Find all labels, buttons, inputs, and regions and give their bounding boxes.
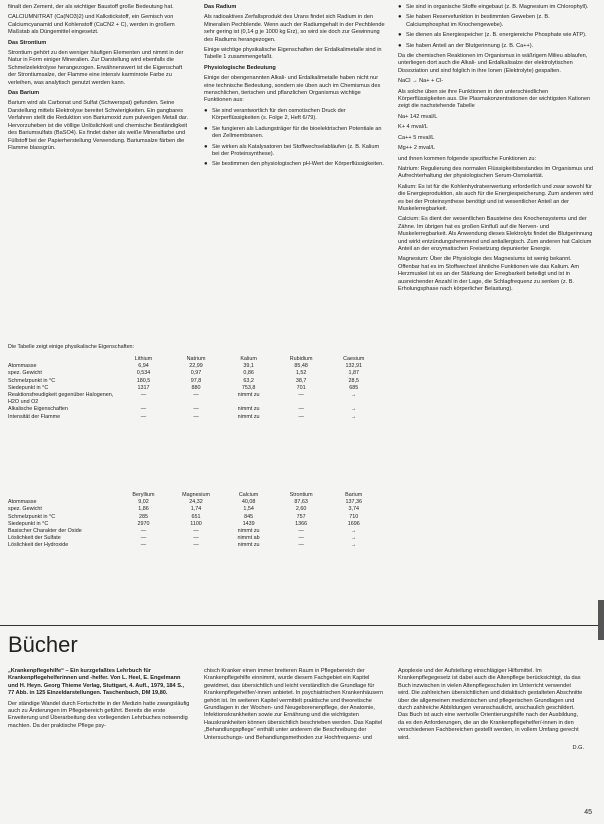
table-cell: 2970 [137, 520, 150, 527]
bullet-item: ● Sie haben Anteil an der Blutgerinnung (z. B. Ca++). [398, 43, 594, 50]
book-review-paragraph: „Krankenpflegehilfe“ – Ein kurzgefaßtes Lehrbuch für Krankenpflegehelferinnen und -helfer. Von L. Heel, E. Engelmann und H. Heyn. Georg Thieme Verlag, Stuttgart, 4. Aufl., 1979, 184 S., 77 Abb. in 125 Einzeldarstellungen. Taschenbuch, DM 19,80. [8, 668, 185, 697]
table-cell: Schmelzpunkt in °C [8, 513, 56, 520]
table-cell: 38,7 [295, 377, 307, 384]
paragraph: Als radioaktives Zerfallsprodukt des Urans findet sich Radium in den Mineralien Pechblende. Wenn auch der Radiumgehalt in der Pechblende sehr gering ist (0,14 g je 1000 kg Erz), so wird sie doch zur Gewinnung des Radiums herangezogen. [204, 14, 385, 43]
table-cell: Siedepunkt in °C [8, 384, 49, 391]
books-col-1 [8, 668, 190, 733]
table-header-cell: Lithium [134, 356, 153, 362]
table-cell: Schmelzpunkt in °C [8, 377, 56, 384]
paragraph: Einige wichtige physikalische Eigenschaften der Erdalkalimetalle sind in Tabelle 1 zusammengefaßt. [204, 47, 382, 61]
bullet-item: ● Sie sind in organische Stoffe eingebaut (z. B. Magnesium im Chlorophyll). [398, 4, 594, 11]
book-review-paragraph: D.G. [572, 745, 584, 752]
table-cell: 24,32 [189, 499, 203, 506]
column-right [398, 4, 594, 296]
table-cell: → [351, 406, 357, 413]
table-cell: 97,8 [190, 377, 202, 384]
section-rule [0, 625, 604, 626]
paragraph: CALCIUMNITRAT (Ca(NO3)2) und Kalkstickstoff, ein Gemisch von Calciumcyanamid und Kohlenstoff (CaCN2 + C), werden in großem Maßstab als Düngemittel eingesetzt. [8, 14, 175, 36]
paragraph: Na+ 142 mval/L [398, 113, 438, 120]
section-heading: Das Strontium [8, 39, 47, 46]
table-header-cell: Barium [345, 492, 363, 498]
table-cell: 651 [191, 513, 201, 520]
table-cell: nimmt zu [237, 406, 260, 413]
table-cell: nimmt zu [237, 542, 260, 549]
table-cell: — [298, 528, 304, 535]
table-cell: 1317 [137, 384, 150, 391]
table-cell: — [298, 392, 304, 399]
book-review-paragraph: chisch Kranker einen immer breiteren Raum in Pflegebereich der Krankenpflegehilfe einnimmt, wurde diesem Fachgebiet ein Kapitel gewidmet, das übersichtlich und leicht verständlich die Grundlage für Krankenpflegehelfer/-innen anbietet. In psychiatrischen Krankenhäusern gehört ist. Im weiteren Kapitel vermittelt praktische und theoretische Grundlagen in der Wochen- und Neugeborenenpflege, der Anatomie, Infektionskrankheiten sowie zur Ernährung und die wichtigsten Hauskrankheiten können übersichtlich beschrieben werden. Das Kapitel „Behandlungspflege“ enthält unter anderem die Beschreibung der Untersuchungs- und Behandlungsmethoden zur Hochfrequenz- und [204, 668, 384, 741]
paragraph: Magnesium: Über die Physiologie des Magnesiums ist wenig bekannt. Offenbar hat es im Stoffwechsel ähnliche Funktionen wie das Kalium. Am Herzmuskel ist es an der Stärkung der Erregbarkeit beteiligt und ist in ausreichender Anzahl in der Lage, die Schlagfrequenz zu senken (z. B. Erholungsphase nach körperlicher Belastung). [398, 256, 580, 292]
table-cell: 701 [296, 384, 306, 391]
column-left [8, 4, 190, 155]
table-cell: 1439 [242, 520, 255, 527]
table-cell: 132,91 [345, 363, 362, 370]
book-review-paragraph: Apoplexie und der Aufstellung einschlägiger Hilfsmittel. Im Krankenpflegegesetz ist dabei auch die Altenpflege berücksichtigt, da das Buch inzwischen in vielen Altenpflegeschulen im Unterricht verwendet wird. Die zahlreichen übersichtlichen und didaktisch gestalteten Abschnitte über die allgemeinen medizinischen und pflegerischen Grundlagen und durch zahlreiche Abbildungen veranschaulicht, anschaulich geschildert. Das Buch ist auch eine wertvolle Orientierungshilfe nach der Ausbildung, da es den Anforderungen, die an die Krankenpflegehelfer/-innen in den verschiedenen Fachbereichen gestellt werden, in vollem Umfang gerecht wird. [398, 668, 583, 741]
table-cell: 180,5 [136, 377, 151, 384]
edge-tab-marker [598, 600, 604, 640]
bullet-item: ● Sie bestimmen den physiologischen pH-Wert der Körperflüssigkeiten. [204, 161, 386, 168]
table-header-cell: Magnesium [182, 492, 210, 498]
table-cell: — [140, 542, 147, 549]
paragraph: Calcium: Es dient der wesentlichen Bausteine des Knochensystems und der Zähne. Im übrigen hat es großen Einfluß auf die Nerven- und Muskelerregbarkeit. Als Anwendung dieses Elektrolyts findet die Blutgerinnung und wirkt entzündungshemmend und antiallergisch. Zum anderen hat Calcium Anteil an der enzymatischen Freisetzung depunierter Energie. [398, 216, 593, 252]
table-cell: nimmt zu [237, 528, 260, 535]
section-heading: Das Barium [8, 90, 40, 97]
table-cell: spez. Gewicht [8, 506, 42, 513]
page-number: 45 [584, 809, 592, 816]
paragraph: Mg++ 2 mval/L [398, 145, 435, 152]
table-cell: — [140, 392, 147, 399]
bullet-item: ● Sie haben Reservefunktion in bestimmten Geweben (z. B. Calciumphosphat im Knochengewebe). [398, 14, 594, 29]
table-alkali-metals [8, 356, 380, 421]
table-cell: 3,74 [348, 506, 359, 513]
table-cell: — [140, 413, 147, 420]
table-cell: 757 [296, 513, 306, 520]
paragraph: NaCl → Na+ + Cl- [398, 78, 444, 85]
table-cell: Löslichkeit der Hydroxide [8, 542, 69, 549]
table-cell: 0,86 [243, 370, 254, 377]
table-caption: Die Tabelle zeigt einige physikalische Eigenschaften: [8, 344, 135, 350]
table-cell: Atommasse [8, 363, 37, 370]
table-cell: 63,2 [243, 377, 254, 384]
section-heading: Physiologische Bedeutung [204, 64, 276, 71]
table-cell: 1,86 [138, 506, 149, 513]
books-col-3 [398, 668, 584, 755]
table-cell: 85,48 [294, 363, 308, 370]
table-cell: → [351, 413, 357, 420]
paragraph: Barium wird als Carbonat und Sulfat (Schwerspat) gefunden. Seine Darstellung mittels Elektrolyse bereitet Schwierigkeiten. Ein gangbares Verfahren stellt die Reduktion von Bariumoxid zum pulverigen Metall dar. Hervorzuheben ist die völlige Unlöslichkeit und chemische Beständigkeit des Bariumsulfats (BaSO4). Es findet daher als weiße Mineralfarbe und Füllstoff bei der Papierherstellung Verwendung. Bariumsalze färben die Flamme blassgrün. [8, 100, 189, 151]
paragraph: Natrium: Regulierung des normalen Flüssigkeitsbestandes im Organismus und Aufrechterhaltung der physiologischen Serum-Osmolarität. [398, 165, 593, 180]
table-cell: spez. Gewicht [8, 370, 42, 377]
table-header-cell: Caesium [343, 356, 365, 362]
paragraph: Ca++ 5 mval/L [398, 134, 435, 141]
table-header-cell: Natrium [186, 356, 206, 362]
table-header-cell [8, 356, 117, 363]
table-cell: 137,36 [345, 499, 362, 506]
table-cell: Intensität der Flamme [8, 413, 61, 420]
table-cell: 2,60 [295, 506, 307, 513]
table-cell: nimmt zu [237, 392, 260, 399]
table-header-cell: Kalium [240, 356, 257, 362]
table-cell: — [193, 542, 199, 549]
table-cell: — [193, 406, 199, 413]
table-cell: — [140, 528, 147, 535]
table-cell: 685 [349, 384, 359, 391]
table-alkaline-earth-metals [8, 492, 380, 550]
table-cell: — [193, 413, 199, 420]
table-cell: 6,94 [138, 363, 149, 370]
table-cell: — [298, 542, 304, 549]
table-cell: 28,5 [348, 377, 359, 384]
table-header-cell: Beryllium [132, 492, 155, 498]
table-cell: 0,97 [190, 370, 202, 377]
table-cell: → [351, 392, 357, 399]
bullet-item: ● Sie wirken als Katalysatoren bei Stoffwechselabläufen (z. B. Kalium bei der Proteinsynthese). [204, 144, 386, 159]
table-cell: → [351, 528, 357, 535]
bullet-item: ● Sie sind verantwortlich für den osmotischen Druck der Körperflüssigkeiten (s. Folge 2, Heft 6/79). [204, 108, 386, 123]
table-cell: Atommasse [8, 499, 37, 506]
paragraph: fiinalt den Zement, der als wichtiger Baustoff große Bedeutung hat. [8, 4, 174, 10]
bullet-item: ● Sie fungieren als Ladungsträger für die bioelektrischen Potentiale an den Zellmembranen. [204, 126, 386, 141]
table-cell: 40,08 [241, 499, 256, 506]
table-cell: 753,8 [241, 384, 256, 391]
paragraph: K+ 4 mval/L [398, 124, 428, 131]
table-cell: nimmt zu [237, 413, 260, 420]
table-cell: 1,52 [295, 370, 307, 377]
table-cell: 9,02 [138, 499, 149, 506]
paragraph: und ihnen kommen folgende spezifische Funktionen zu: [398, 155, 537, 162]
table-cell: 1696 [347, 520, 360, 527]
books-col-2 [204, 668, 386, 745]
table-header-cell: Strontium [289, 492, 313, 498]
table-cell: Reaktionsfreudigkeit gegenüber Halogenen, H2O und O2 [8, 392, 114, 406]
table-cell: 1,87 [348, 370, 359, 377]
table-cell: 39,1 [243, 363, 254, 370]
bullet-item: ● Sie dienen als Energiespeicher (z. B. energiereiche Phosphate wie ATP). [398, 32, 594, 39]
section-title: Bücher [8, 632, 78, 657]
table-cell: — [193, 535, 199, 542]
table-cell: 1366 [295, 520, 308, 527]
table-cell: — [298, 413, 304, 420]
table-cell: Löslichkeit der Sulfate [8, 535, 61, 542]
table-cell: 1100 [190, 520, 202, 527]
table-cell: — [193, 392, 199, 399]
table-cell: 22,99 [189, 363, 203, 370]
table-header-cell: Rubidium [289, 356, 313, 362]
column-middle [204, 4, 386, 172]
paragraph: Da die chemischen Reaktionen im Organismus in wäßrigem Milieu ablaufen, unterliegen dort auch die Alkali- und Erdalkalisalze der elektrolytischen Dissoziation und sind folglich in ihre Ionen (Elektrolyte) gespalten. [398, 53, 588, 74]
table-cell: nimmt ab [237, 535, 260, 542]
table-cell: 0,534 [136, 370, 151, 377]
table-cell: 1,54 [243, 506, 254, 513]
table-cell: — [298, 535, 304, 542]
table-cell: 710 [349, 513, 359, 520]
table-cell: — [193, 528, 199, 535]
table-cell: → [351, 535, 357, 542]
table-cell: Alkalische Eigenschaften [8, 406, 68, 413]
table-cell: Basischer Charakter der Oxide [8, 528, 82, 535]
paragraph: Als solche üben sie ihre Funktionen in den unterschiedlichen Körperflüssigkeiten aus. Die Plasmakonzentrationen der wichtigsten Kationen zeigt die nachstehende Tabelle [398, 88, 591, 110]
table-cell: 285 [138, 513, 148, 520]
paragraph: Einige der obengenannten Alkali- und Erdalkalimetalle haben nicht nur eine technische Bedeutung, sondern sie üben auch im Chemismus des menschlichen, tierischen und pflanzlichen Organismus wichtige Funktionen aus: [204, 75, 381, 104]
table-cell: — [298, 406, 304, 413]
table-cell: → [351, 542, 357, 549]
paragraph: Kalium: Es ist für die Kohlenhydratverwertung erforderlich und zwar sowohl für die Energieproduktion, als auch für die Energiespeicherung. Zum anderen wird es bei der Proteinsynthese benötigt und ist wesentlicher Anteil an der Muskelerregbarkeit. [398, 183, 593, 212]
table-cell: 880 [191, 384, 201, 391]
table-cell: — [140, 406, 147, 413]
table-cell: 845 [244, 513, 254, 520]
table-cell: 1,74 [190, 506, 202, 513]
table-header-cell [8, 492, 117, 499]
table-header-cell: Calcium [238, 492, 259, 498]
table-cell: Siedepunkt in °C [8, 520, 49, 527]
section-heading: Das Radium [204, 4, 237, 10]
paragraph: Strontium gehört zu den weniger häufigen Elementen und nimmt in der Natur in Form einiger Mineralien. Zur Darstellung wird ebenfalls die Schmelzelektrolyse herangezogen. Erwähnenswert ist die Eigenschaft der Strontiumsalze, der Flamme eine intensiv karminrote Farbe zu verleihen, was analytisch genutzt werden kann. [8, 50, 184, 86]
table-cell: 87,63 [294, 499, 308, 506]
book-review-paragraph: Der ständige Wandel durch Fortschritte in der Medizin hatte zwangsläufig auch zu Änderungen im Pflegebereich geführt. Bereits die erste Erweiterung und Überarbeitung des vorliegenden Lehrbuches notwendig machten. Da der praktische Pflege psy- [8, 700, 190, 729]
table-cell: — [140, 535, 147, 542]
